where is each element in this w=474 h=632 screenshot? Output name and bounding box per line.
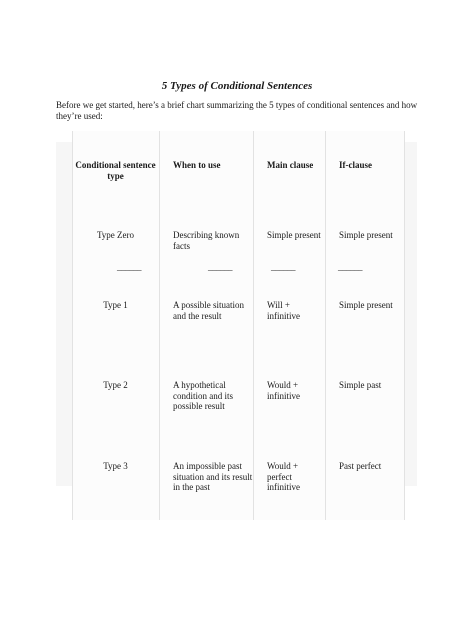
header-type: Conditional sentence type [75,160,156,181]
document-title: 5 Types of Conditional Sentences [161,80,313,92]
row-separator: ______ [208,262,232,272]
table-shade-right [403,142,417,486]
row-separator: ______ [117,262,141,272]
table-cell: A possible situation and the result [173,300,245,321]
table-cell: Simple present [339,230,393,240]
header-when-to-use: When to use [173,160,221,170]
column-divider [159,131,160,520]
table-shade-left [56,142,72,486]
row-separator: ______ [271,262,295,272]
intro-paragraph: Before we get started, here’s a brief chart summarizing the 5 types of conditional sentences and how they’re used: [56,100,418,121]
table-cell: Type Zero [96,230,135,240]
table-cell: Simple past [339,380,382,390]
table-cell: Will + infinitive [267,300,300,321]
table-cell: An impossible past situation and its result in the past [173,461,253,492]
row-separator: ______ [338,262,362,272]
header-if-clause: If-clause [339,160,372,170]
header-main-clause: Main clause [267,160,314,170]
table-cell: Describing known facts [173,230,240,251]
table-cell: A hypothetical condition and its possible result [173,380,233,411]
column-divider [325,131,326,520]
table-cell: Simple present [267,230,321,240]
table-cell: Type 3 [103,461,128,471]
table-cell: Type 2 [103,380,128,390]
table-cell: Simple present [339,300,393,310]
table-cell: Past perfect [339,461,382,471]
table-cell: Would + perfect infinitive [267,461,300,492]
table-cell: Type 1 [103,300,128,310]
table-cell: Would + infinitive [267,380,300,401]
column-divider [253,131,254,520]
